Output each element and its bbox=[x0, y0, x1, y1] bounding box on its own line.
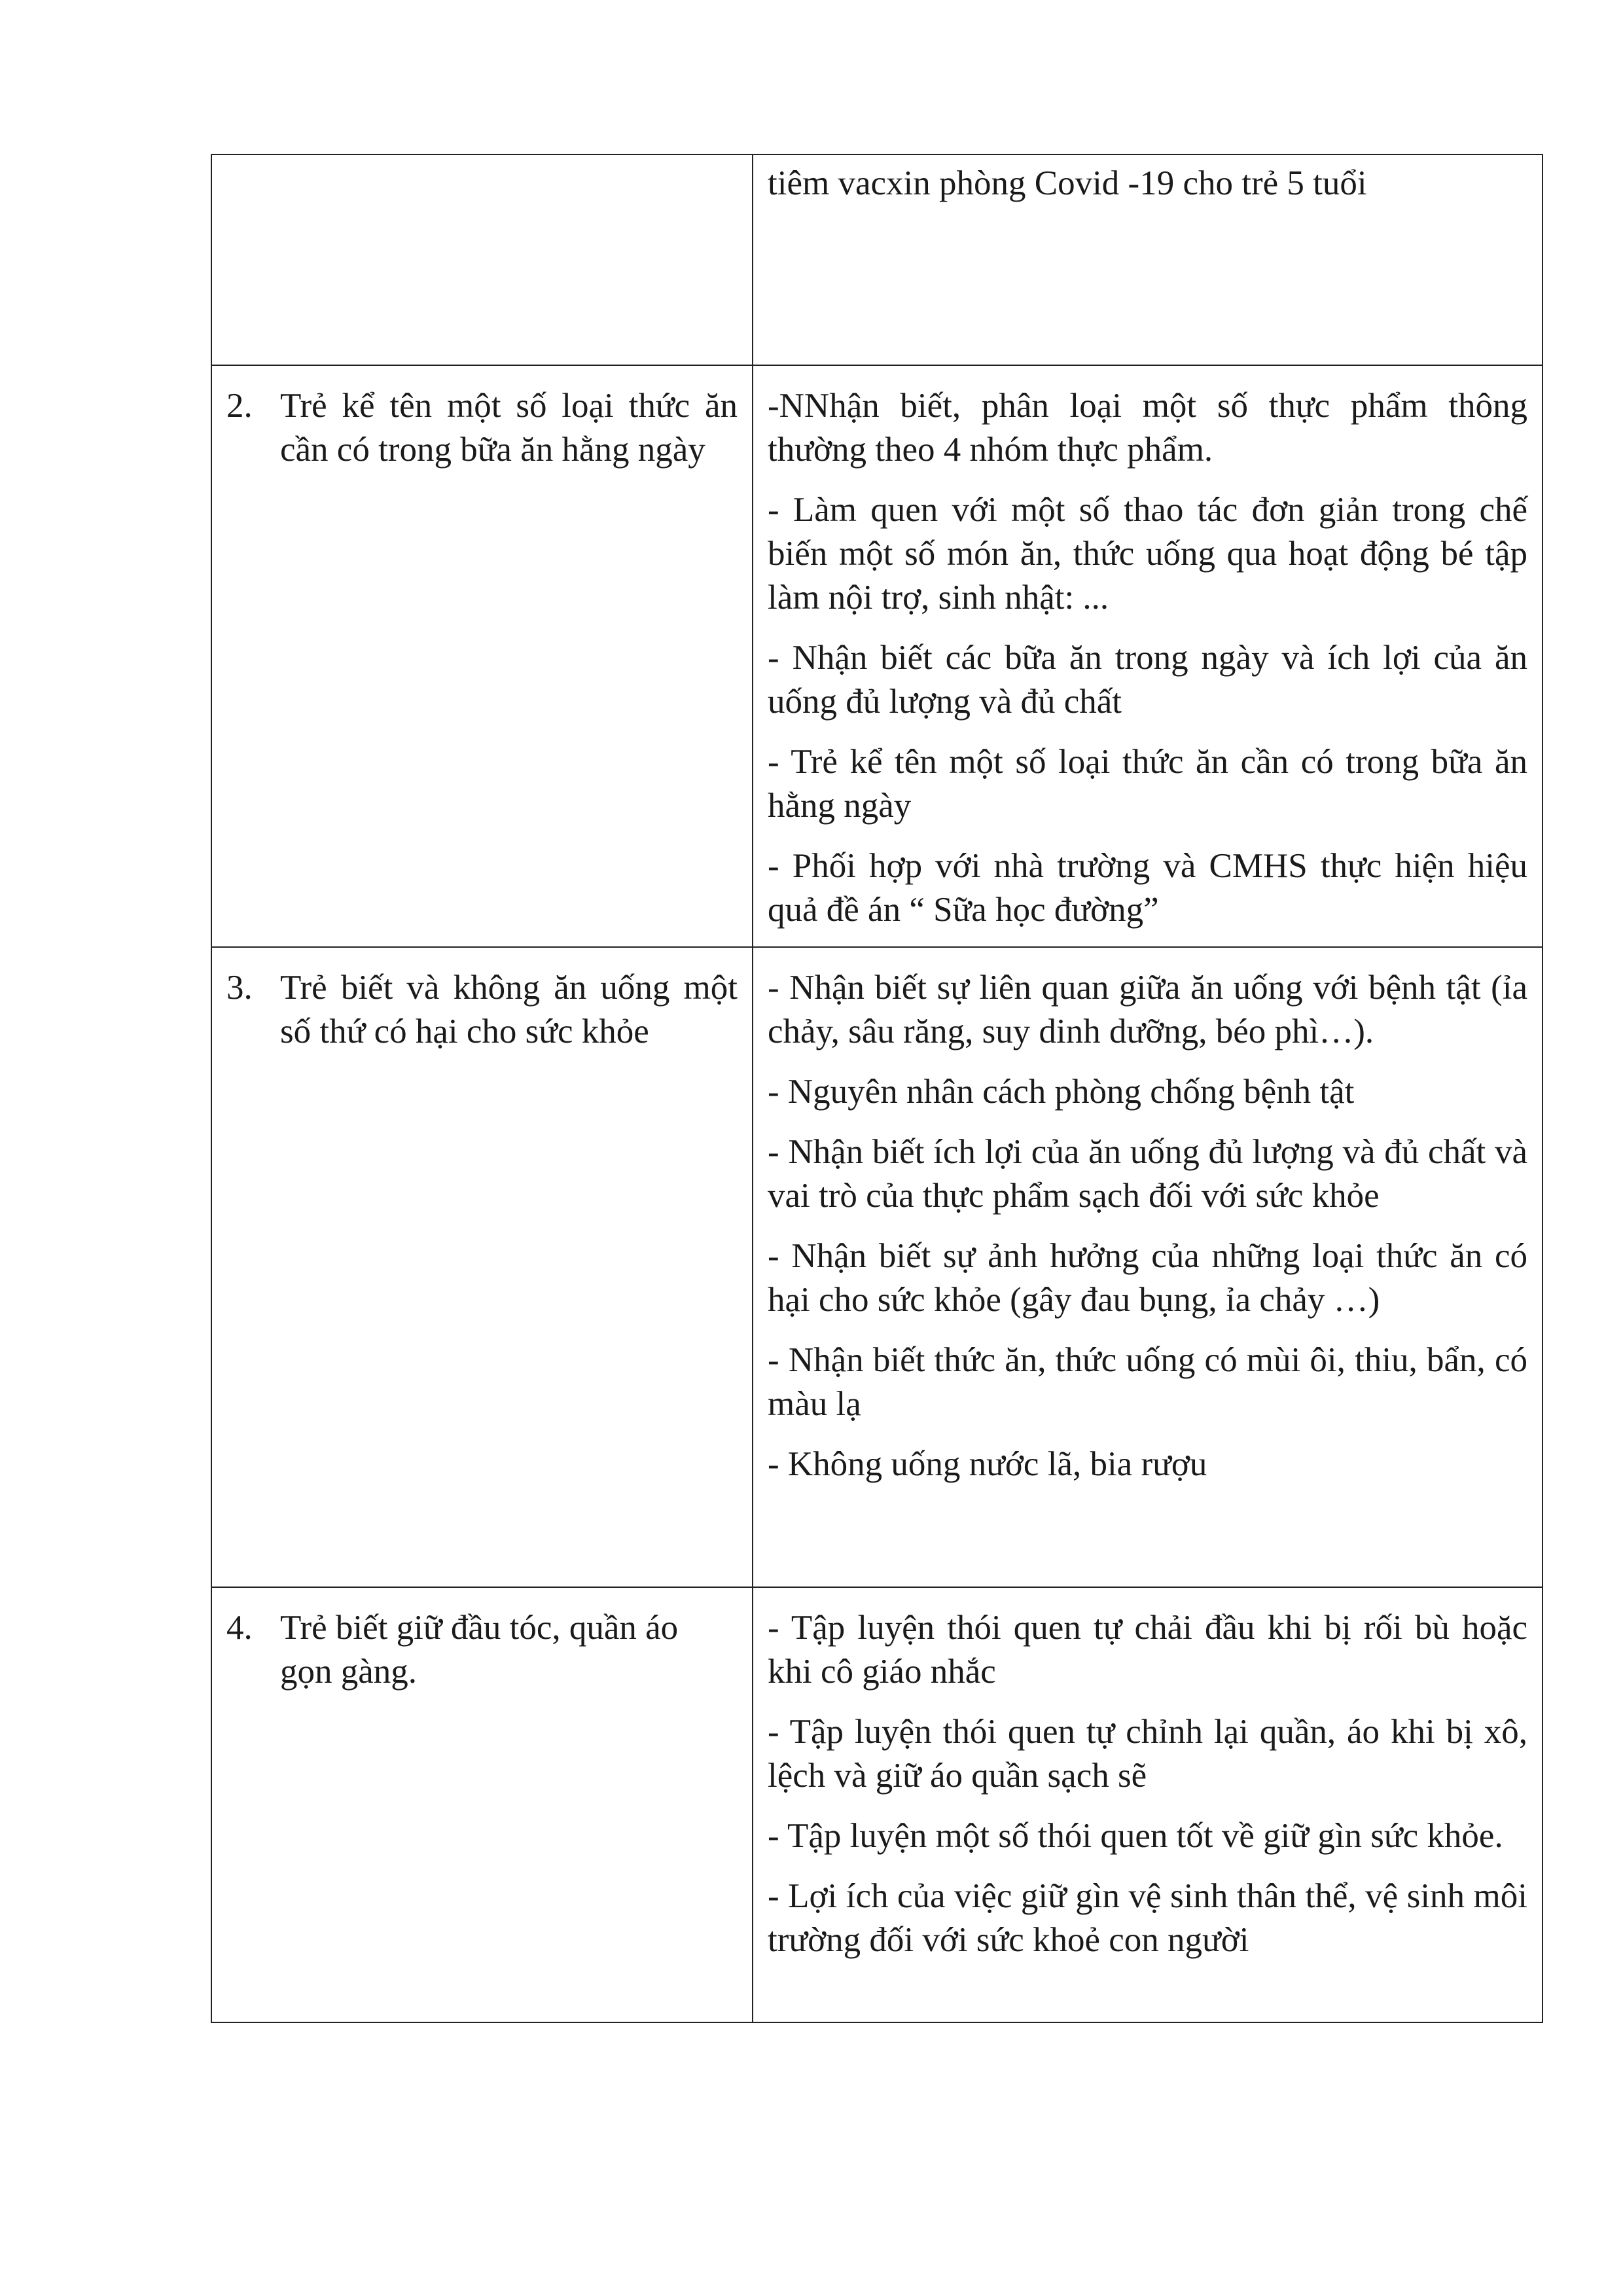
content-paragraph: - Nhận biết ích lợi của ăn uống đủ lượng và đủ chất và vai trò của thực phẩm sạch đối với sức khỏe bbox=[768, 1133, 1527, 1215]
table-row bbox=[211, 1587, 1543, 2022]
content-paragraph: - Tập luyện thói quen tự chỉnh lại quần, áo khi bị xô, lệch và giữ áo quần sạch sẽ bbox=[768, 1713, 1527, 1795]
content-paragraph: -NNhận biết, phân loại một số thực phẩm thông thường theo 4 nhóm thực phẩm. bbox=[768, 387, 1527, 469]
goal-text: Trẻ biết giữ đầu tóc, quần áo gọn gàng. bbox=[280, 1609, 679, 1691]
goal-item bbox=[225, 384, 738, 472]
table-row bbox=[211, 365, 1543, 947]
content-paragraph: tiêm vacxin phòng Covid -19 cho trẻ 5 tuổi bbox=[768, 164, 1367, 202]
content-paragraph: - Trẻ kể tên một số loại thức ăn cần có trong bữa ăn hằng ngày bbox=[768, 743, 1527, 825]
content-cell bbox=[753, 1587, 1543, 2022]
content-cell bbox=[753, 365, 1543, 947]
table-row bbox=[211, 947, 1543, 1587]
content-cell bbox=[753, 947, 1543, 1587]
content-paragraph: - Tập luyện thói quen tự chải đầu khi bị rối bù hoặc khi cô giáo nhắc bbox=[768, 1609, 1527, 1691]
content-table bbox=[211, 154, 1543, 2023]
goal-item bbox=[225, 966, 738, 1054]
goal-number: 4. bbox=[226, 1609, 253, 1647]
goal-cell bbox=[211, 1587, 753, 2022]
content-paragraph: - Nhận biết sự liên quan giữa ăn uống với bệnh tật (ỉa chảy, sâu răng, suy dinh dưỡng, béo phì…). bbox=[768, 969, 1527, 1050]
content-cell bbox=[753, 154, 1543, 365]
table-row bbox=[211, 154, 1543, 365]
goal-cell bbox=[211, 365, 753, 947]
content-paragraph: - Tập luyện một số thói quen tốt về giữ gìn sức khỏe. bbox=[768, 1817, 1503, 1855]
content-paragraph: - Nguyên nhân cách phòng chống bệnh tật bbox=[768, 1073, 1355, 1111]
goal-text: Trẻ kể tên một số loại thức ăn cần có trong bữa ăn hằng ngày bbox=[280, 387, 738, 469]
content-paragraph: - Nhận biết các bữa ăn trong ngày và ích lợi của ăn uống đủ lượng và đủ chất bbox=[768, 639, 1527, 721]
goal-item bbox=[225, 1606, 738, 1694]
content-paragraph: - Phối hợp với nhà trường và CMHS thực hiện hiệu quả đề án “ Sữa học đường” bbox=[768, 847, 1527, 929]
goal-number: 3. bbox=[226, 969, 253, 1007]
content-paragraph: - Làm quen với một số thao tác đơn giản trong chế biến một số món ăn, thức uống qua hoạt động bé tập làm nội trợ, sinh nhật: ... bbox=[768, 491, 1527, 617]
goal-text: Trẻ biết và không ăn uống một số thứ có hại cho sức khỏe bbox=[280, 969, 738, 1050]
content-paragraph: - Nhận biết sự ảnh hưởng của những loại thức ăn có hại cho sức khỏe (gây đau bụng, ỉa chảy …) bbox=[768, 1237, 1527, 1319]
goal-cell bbox=[211, 154, 753, 365]
content-paragraph: - Không uống nước lã, bia rượu bbox=[768, 1445, 1207, 1483]
content-paragraph: - Lợi ích của việc giữ gìn vệ sinh thân thể, vệ sinh môi trường đối với sức khoẻ con người bbox=[768, 1877, 1527, 1959]
goal-cell bbox=[211, 947, 753, 1587]
content-paragraph: - Nhận biết thức ăn, thức uống có mùi ôi, thiu, bẩn, có màu lạ bbox=[768, 1341, 1527, 1423]
goal-number: 2. bbox=[226, 387, 253, 425]
